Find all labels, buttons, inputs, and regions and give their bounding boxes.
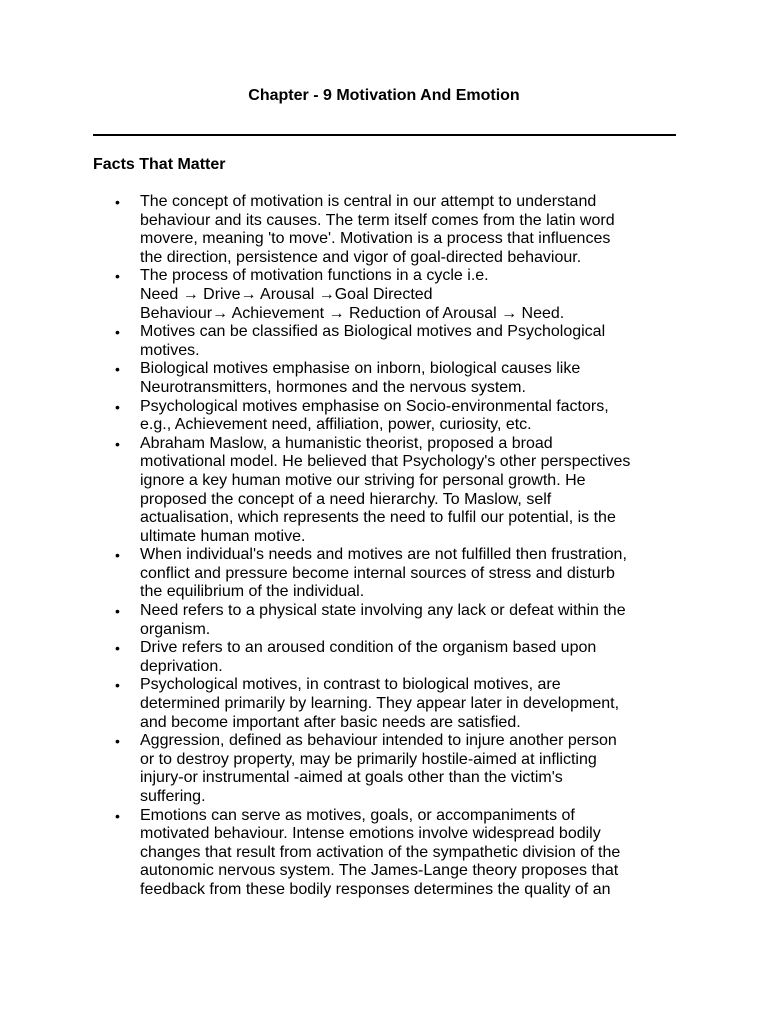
bullet-text-line: or to destroy property, may be primarily hostile-aimed at inflicting — [140, 750, 597, 768]
bullet-item — [93, 435, 683, 547]
bullet-text-line: conflict and pressure become internal sources of stress and disturb — [140, 564, 615, 582]
bullet-text-line: Behaviour→ Achievement → Reduction of Arousal → Need. — [140, 304, 565, 322]
title-divider — [93, 134, 676, 136]
bullet-text-line: actualisation, which represents the need to fulfil our potential, is the — [140, 509, 616, 527]
bullet-text-line: Motives can be classified as Biological motives and Psychological — [140, 323, 606, 341]
bullet-text-line: motives. — [140, 341, 200, 359]
bullet-text-line: the direction, persistence and vigor of goal-directed behaviour. — [140, 248, 582, 266]
bullet-dot-icon: • — [115, 194, 120, 210]
bullet-text-line: ignore a key human motive our striving for personal growth. He — [140, 471, 586, 489]
page-title: Chapter - 9 Motivation And Emotion — [248, 87, 520, 104]
bullet-text-line: When individual's needs and motives are not fulfilled then frustration, — [140, 546, 627, 564]
bullet-text-line: motivational model. He believed that Psychology's other perspectives — [140, 453, 631, 471]
section-heading: Facts That Matter — [93, 156, 226, 173]
bullet-text-line: Neurotransmitters, hormones and the nervous system. — [140, 378, 526, 396]
bullet-text-line: Psychological motives, in contrast to biological motives, are — [140, 676, 561, 694]
bullet-text-line: The concept of motivation is central in our attempt to understand — [140, 193, 597, 210]
bullet-dot-icon: • — [115, 361, 120, 378]
bullet-text-line: Drive refers to an aroused condition of the organism based upon — [140, 639, 597, 657]
bullet-item — [93, 193, 683, 267]
bullet-text-line: feedback from these bodily responses determines the quality of an — [140, 880, 611, 898]
bullet-text-line: Need → Drive→ Arousal →Goal Directed — [140, 285, 433, 303]
bullet-text-line: proposed the concept of a need hierarchy. To Maslow, self — [140, 490, 552, 508]
bullet-item — [93, 807, 683, 900]
bullet-text-line: Emotions can serve as motives, goals, or accompaniments of — [140, 806, 575, 824]
bullet-text-line: e.g., Achievement need, affiliation, power, curiosity, etc. — [140, 416, 532, 434]
bullet-text-line: Abraham Maslow, a humanistic theorist, proposed a broad — [140, 434, 553, 452]
bullet-text-line: and become important after basic needs are satisfied. — [140, 713, 521, 731]
bullet-item — [93, 602, 683, 639]
bullet-text-line: injury-or instrumental -aimed at goals other than the victim's — [140, 769, 563, 787]
bullet-item — [93, 639, 683, 676]
bullet-text-line: movere, meaning 'to move'. Motivation is a process that influences — [140, 230, 611, 248]
bullet-text-line: autonomic nervous system. The James-Lange theory proposes that — [140, 862, 619, 880]
bullet-item — [93, 267, 683, 323]
bullet-dot-icon: • — [115, 435, 120, 452]
bullet-dot-icon: • — [115, 677, 120, 694]
bullet-text-line: Need refers to a physical state involving any lack or defeat within the — [140, 602, 626, 620]
bullet-text-line: motivated behaviour. Intense emotions involve widespread bodily — [140, 825, 601, 843]
bullet-item — [93, 676, 683, 732]
bullet-list — [93, 193, 683, 900]
bullet-text-line: Biological motives emphasise on inborn, biological causes like — [140, 360, 581, 378]
bullet-text-line: changes that result from activation of the sympathetic division of the — [140, 843, 621, 861]
bullet-text-line: The process of motivation functions in a cycle i.e. — [140, 267, 489, 285]
bullet-text-line: determined primarily by learning. They appear later in development, — [140, 695, 620, 713]
bullet-item — [93, 323, 683, 360]
bullet-text-line: suffering. — [140, 788, 206, 805]
bullet-dot-icon: • — [115, 398, 120, 415]
bullet-text-line: Psychological motives emphasise on Socio-environmental factors, — [140, 397, 609, 415]
bullet-item — [93, 398, 683, 435]
bullet-item — [93, 360, 683, 397]
bullet-text-line: Aggression, defined as behaviour intended to injure another person — [140, 732, 617, 750]
bullet-dot-icon: • — [115, 640, 120, 657]
bullet-item — [93, 732, 683, 806]
bullet-dot-icon: • — [115, 603, 120, 620]
bullet-text-line: behaviour and its causes. The term itself comes from the latin word — [140, 211, 615, 229]
bullet-text-line: deprivation. — [140, 657, 223, 675]
bullet-item — [93, 546, 683, 602]
bullet-dot-icon: • — [115, 268, 120, 285]
bullet-dot-icon: • — [115, 547, 120, 564]
bullet-dot-icon: • — [115, 733, 120, 750]
bullet-dot-icon: • — [115, 324, 120, 341]
bullet-text-line: the equilibrium of the individual. — [140, 583, 365, 601]
bullet-text-line: organism. — [140, 620, 211, 638]
bullet-text-line: ultimate human motive. — [140, 527, 306, 545]
bullet-dot-icon: • — [115, 807, 120, 824]
